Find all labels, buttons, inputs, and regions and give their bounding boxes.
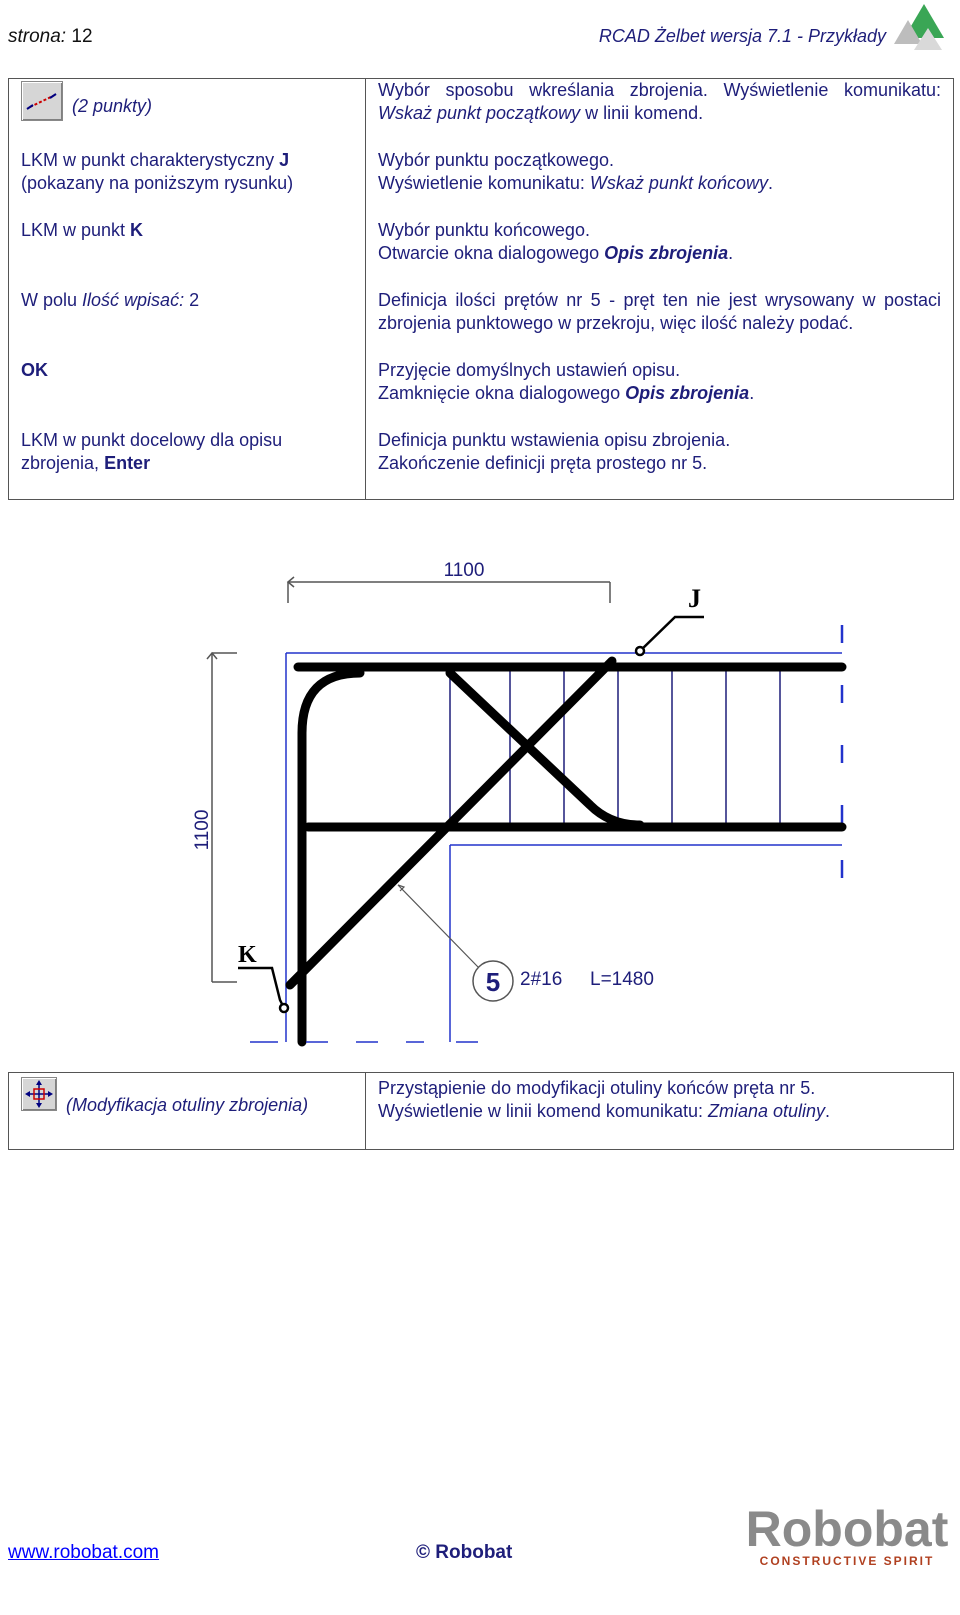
bar-number: 5 <box>485 967 501 997</box>
reinforcement-drawing <box>180 555 850 1055</box>
step-text: Wybór sposobu wkreślania zbrojenia. Wyświetlenie komunikatu: <box>378 80 941 100</box>
bar-description-leader <box>398 885 478 967</box>
table-row <box>9 79 954 136</box>
step-text: . <box>728 243 734 263</box>
copyright: © Robobat <box>416 1542 513 1563</box>
page-label: strona: <box>8 26 67 47</box>
draw-bar-tool-icon[interactable] <box>21 81 63 121</box>
table-row <box>9 275 954 345</box>
page-number-value: 12 <box>71 26 93 47</box>
key-label: Enter <box>104 453 151 473</box>
bar-spec: 2#16 <box>520 969 563 990</box>
bar-length: L=1480 <box>590 969 654 990</box>
table-row <box>9 205 954 275</box>
table-row <box>9 135 954 205</box>
brand-tagline: CONSTRUCTIVE SPIRIT <box>759 1554 935 1568</box>
field-name: Ilość wpisać: <box>82 290 185 310</box>
step-text: Zakończenie definicji pręta prostego nr 5. <box>378 453 708 473</box>
dim-left-label: 1100 <box>192 809 213 851</box>
document-title: RCAD Żelbet wersja 7.1 - Przykłady <box>598 26 886 46</box>
point-label: J <box>279 150 290 170</box>
step-text: . <box>749 383 755 403</box>
main-bars <box>290 661 842 1042</box>
ok-action: OK <box>21 360 48 380</box>
step-action: LKM w punkt <box>21 220 131 240</box>
modify-cover-tool-icon[interactable] <box>21 1077 57 1111</box>
table-row <box>9 345 954 415</box>
point-k-label: K <box>238 942 257 968</box>
brand-name: Robobat <box>745 1502 949 1557</box>
dialog-name: Opis zbrojenia <box>604 243 729 263</box>
point-j-label: J <box>688 584 701 613</box>
command-prompt: Zmiana otuliny <box>707 1101 826 1121</box>
command-prompt: Wskaż punkt początkowy <box>378 103 581 123</box>
step-text: . <box>768 173 774 193</box>
dim-top-label: 1100 <box>443 560 485 581</box>
page-header <box>8 22 946 52</box>
step-text: Zamknięcie okna dialogowego <box>378 383 626 403</box>
step-action: W polu <box>21 290 83 310</box>
table-row <box>9 415 954 500</box>
tool-caption: (Modyfikacja otuliny zbrojenia) <box>66 1094 309 1115</box>
step-action: (pokazany na poniższym rysunku) <box>21 173 294 193</box>
step-text: Przyjęcie domyślnych ustawień opisu. <box>378 360 681 380</box>
step-text: Wyświetlenie komunikatu: <box>378 173 590 193</box>
point-j-marker <box>636 617 704 655</box>
field-value: 2 <box>184 290 200 310</box>
steps-table-2 <box>8 1072 954 1150</box>
robobat-triangle-logo-icon <box>894 2 946 52</box>
stirrups <box>450 667 780 827</box>
step-text: w linii komend. <box>580 103 704 123</box>
step-text: Przystąpienie do modyfikacji otuliny końców pręta nr 5. <box>378 1078 816 1098</box>
dialog-name: Opis zbrojenia <box>625 383 750 403</box>
step-action: LKM w punkt charakterystyczny <box>21 150 280 170</box>
table-row <box>9 1073 954 1150</box>
website-link[interactable]: www.robobat.com <box>8 1542 160 1563</box>
step-text: Wyświetlenie w linii komend komunikatu: <box>378 1101 708 1121</box>
step-text: Wybór punktu początkowego. <box>378 150 614 170</box>
tool-caption: (2 punkty) <box>72 95 153 116</box>
point-k-marker <box>238 968 288 1012</box>
step-text: Wybór punktu końcowego. <box>378 220 590 240</box>
steps-table <box>8 78 954 500</box>
page-number <box>8 26 93 48</box>
step-text: Definicja punktu wstawienia opisu zbrojenia. <box>378 430 731 450</box>
page-footer <box>8 1500 952 1610</box>
step-text: Otwarcie okna dialogowego <box>378 243 605 263</box>
step-action: LKM w punkt docelowy dla opisu zbrojenia, <box>21 430 283 473</box>
command-prompt: Wskaż punkt końcowy <box>589 173 768 193</box>
point-label: K <box>130 220 144 240</box>
step-text: . <box>825 1101 831 1121</box>
step-text: Definicja ilości prętów nr 5 - pręt ten nie jest wrysowany w postaci zbrojenia punktowego w przekroju, więc ilość należy podać. <box>378 290 941 333</box>
robobat-brand-logo <box>742 1502 952 1568</box>
